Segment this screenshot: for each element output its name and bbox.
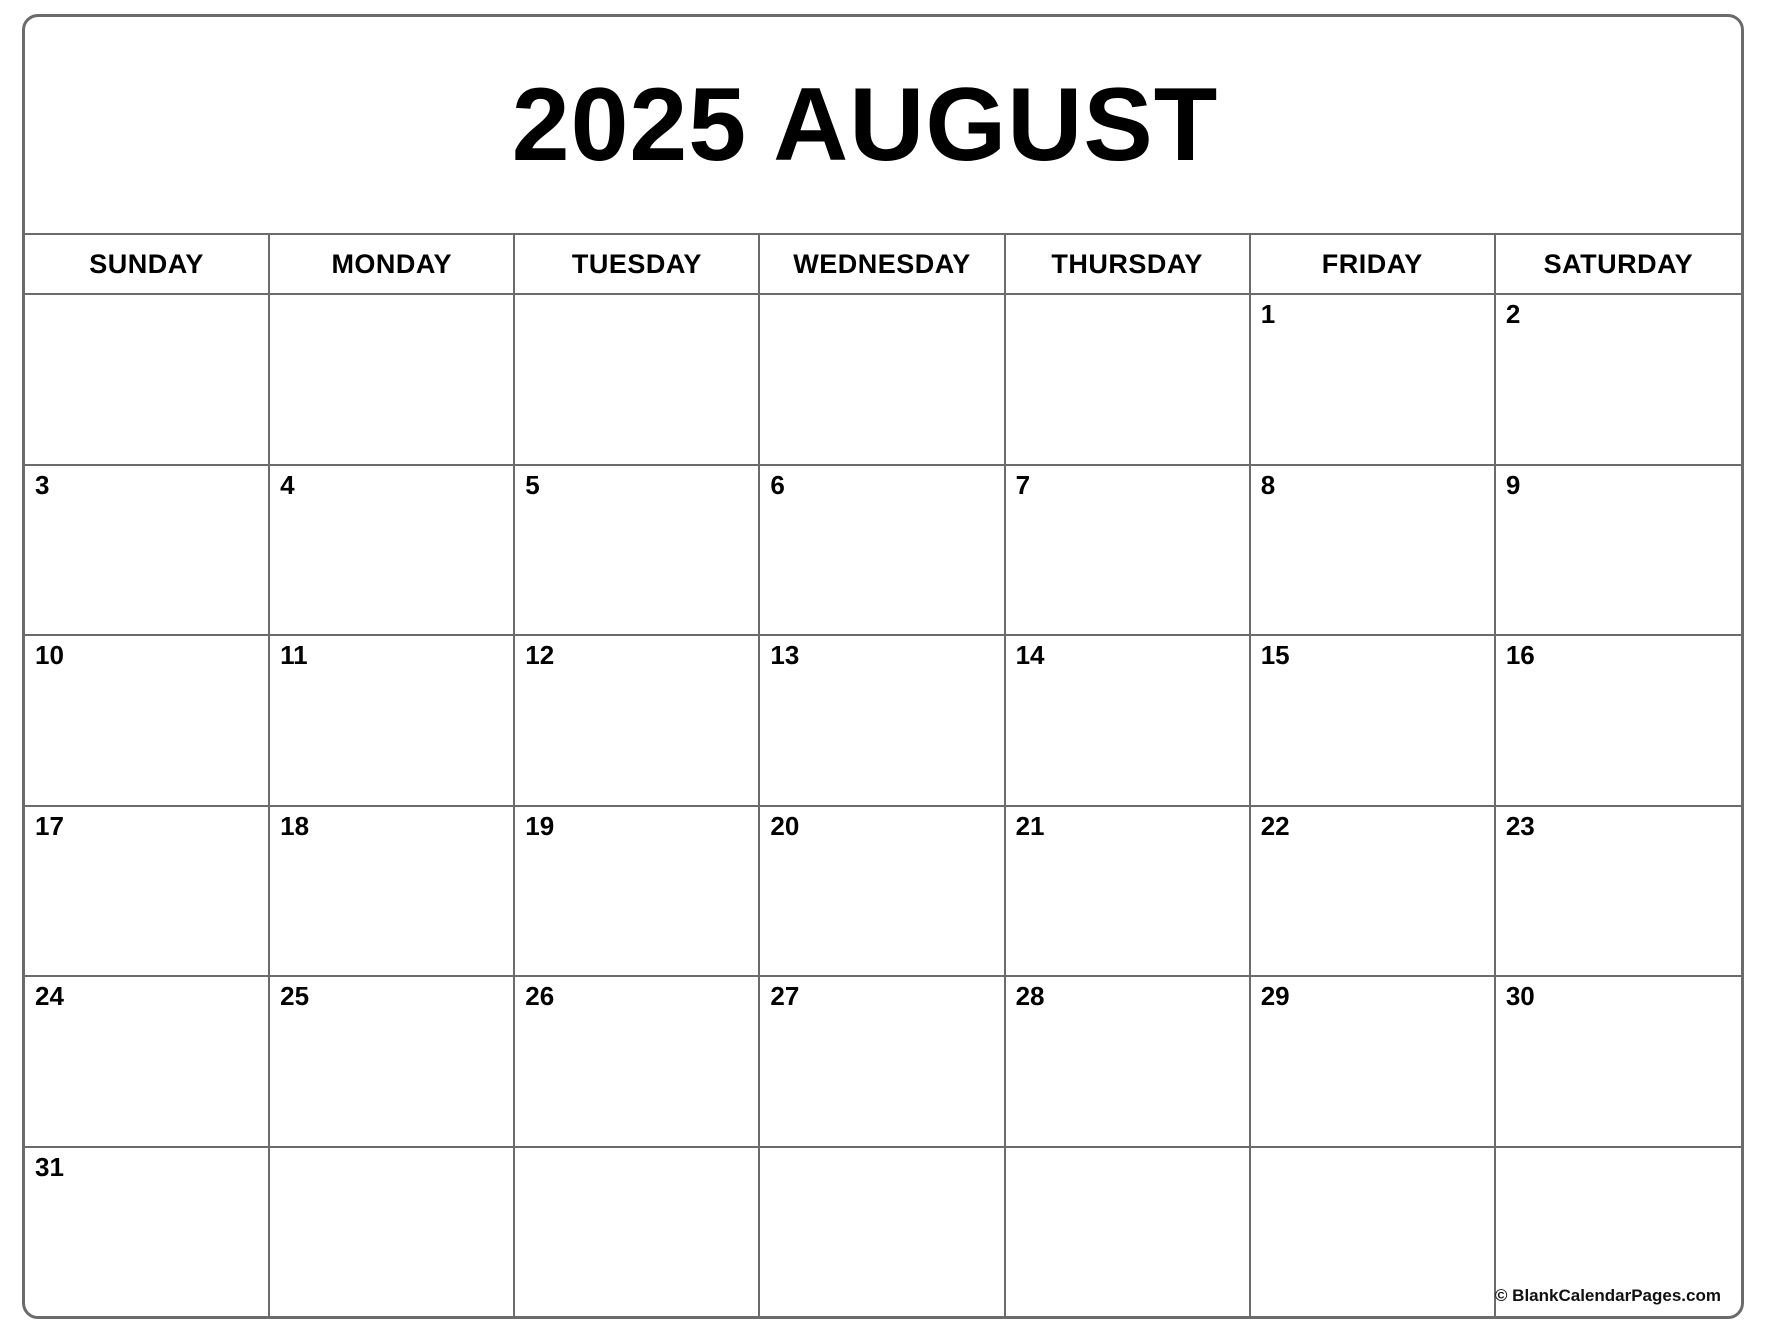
day-number: 20: [770, 810, 800, 841]
day-cell[interactable]: [270, 295, 515, 464]
day-cell[interactable]: [1496, 807, 1741, 976]
day-number: 16: [1505, 640, 1535, 670]
day-cell[interactable]: [1251, 807, 1496, 976]
day-number: 17: [35, 810, 64, 841]
day-number: 1: [1260, 299, 1276, 329]
week-row: [25, 466, 1741, 637]
day-cell[interactable]: [1006, 466, 1251, 635]
day-cell[interactable]: [760, 295, 1005, 464]
day-cell[interactable]: [25, 295, 270, 464]
day-number: 8: [1260, 469, 1276, 500]
day-number: 24: [35, 981, 64, 1011]
weekday-header-friday: FRIDAY: [1251, 235, 1496, 293]
day-cell[interactable]: [760, 1148, 1005, 1319]
week-row: [25, 295, 1741, 466]
calendar-grid: [25, 295, 1741, 1318]
week-row: [25, 636, 1741, 807]
day-number: 22: [1260, 810, 1290, 841]
day-number: 3: [35, 469, 50, 500]
day-cell[interactable]: [1251, 295, 1496, 464]
day-cell[interactable]: [270, 1148, 515, 1319]
day-cell[interactable]: [25, 636, 270, 805]
day-cell[interactable]: [270, 636, 515, 805]
calendar: [22, 14, 1744, 1319]
day-cell[interactable]: [515, 636, 760, 805]
day-cell[interactable]: [760, 636, 1005, 805]
day-number: 19: [525, 810, 555, 841]
day-number: 23: [1505, 810, 1535, 841]
day-number: 29: [1260, 981, 1290, 1011]
day-cell[interactable]: [515, 977, 760, 1146]
page-title: 2025 AUGUST: [511, 67, 1219, 183]
day-cell[interactable]: [25, 807, 270, 976]
day-number: 26: [525, 981, 555, 1011]
day-cell[interactable]: [25, 1148, 270, 1319]
weekday-header-wednesday: WEDNESDAY: [760, 235, 1005, 293]
day-number: 27: [770, 981, 800, 1011]
day-number: 13: [770, 640, 800, 670]
day-cell[interactable]: [515, 1148, 760, 1319]
weekday-header-row: [25, 235, 1741, 295]
day-number: 9: [1505, 469, 1521, 500]
day-cell[interactable]: [1251, 1148, 1496, 1319]
day-number: 18: [280, 810, 310, 841]
day-number: 4: [280, 469, 295, 500]
day-number: 15: [1260, 640, 1290, 670]
day-cell[interactable]: [1006, 977, 1251, 1146]
day-cell[interactable]: [760, 807, 1005, 976]
day-cell[interactable]: [1251, 636, 1496, 805]
weekday-header-monday: MONDAY: [270, 235, 515, 293]
weekday-header-thursday: THURSDAY: [1006, 235, 1251, 293]
calendar-header: [25, 17, 1741, 235]
weekday-header-saturday: SATURDAY: [1543, 248, 1694, 279]
day-cell[interactable]: [515, 807, 760, 976]
week-row: [25, 977, 1741, 1148]
day-cell[interactable]: [1006, 1148, 1251, 1319]
day-cell[interactable]: [1006, 295, 1251, 464]
day-number: 2: [1505, 299, 1521, 329]
day-cell[interactable]: [25, 977, 270, 1146]
day-cell[interactable]: [270, 807, 515, 976]
day-number: 28: [1015, 981, 1045, 1011]
day-number: 25: [280, 981, 310, 1011]
day-cell[interactable]: [270, 466, 515, 635]
day-cell[interactable]: [760, 466, 1005, 635]
day-cell[interactable]: [1251, 466, 1496, 635]
day-cell[interactable]: [1006, 807, 1251, 976]
day-cell[interactable]: [1496, 1148, 1741, 1319]
day-cell[interactable]: [1251, 977, 1496, 1146]
day-cell[interactable]: [515, 295, 760, 464]
day-number: 6: [770, 469, 785, 500]
weekday-header-tuesday: TUESDAY: [515, 235, 760, 293]
day-cell[interactable]: [1496, 977, 1741, 1146]
day-number: 30: [1505, 981, 1535, 1011]
day-number: 7: [1015, 469, 1031, 500]
day-cell[interactable]: [515, 466, 760, 635]
day-cell[interactable]: [1496, 636, 1741, 805]
week-row: [25, 807, 1741, 978]
day-cell[interactable]: [270, 977, 515, 1146]
day-cell[interactable]: [25, 466, 270, 635]
day-cell[interactable]: [1006, 636, 1251, 805]
day-cell[interactable]: [760, 977, 1005, 1146]
day-number: 11: [280, 640, 308, 670]
day-cell[interactable]: [1496, 466, 1741, 635]
day-number: 31: [35, 1151, 64, 1182]
day-number: 21: [1015, 810, 1045, 841]
day-number: 12: [525, 640, 555, 670]
week-row: [25, 1148, 1741, 1319]
credit-label: © BlankCalendarPages.com: [1494, 1286, 1721, 1305]
weekday-header-sunday: SUNDAY: [25, 235, 270, 293]
day-number: 14: [1015, 640, 1045, 670]
day-number: 10: [35, 640, 64, 670]
day-number: 5: [525, 469, 540, 500]
day-cell[interactable]: [1496, 295, 1741, 464]
